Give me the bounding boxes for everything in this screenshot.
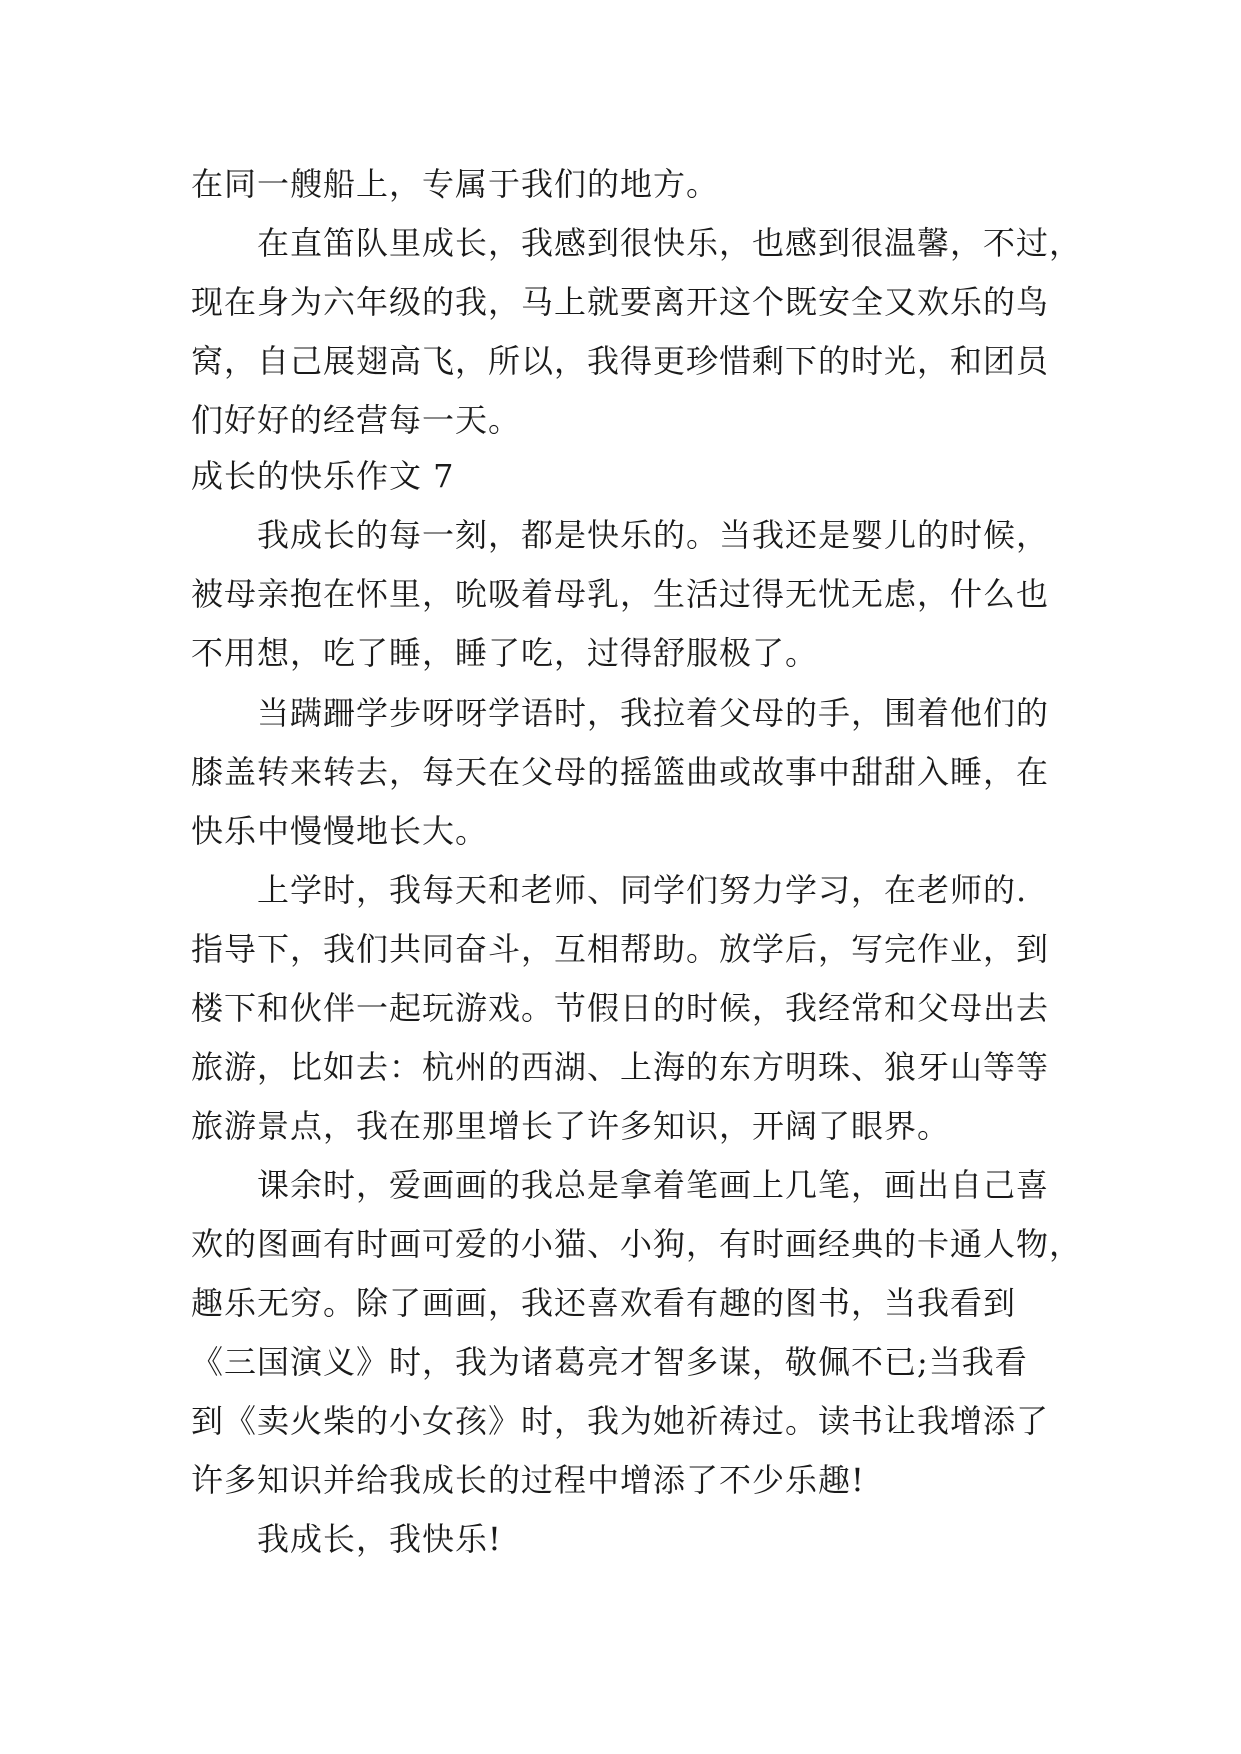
paragraph-line: 许多知识并给我成长的过程中增添了不少乐趣! (191, 1461, 865, 1499)
paragraph-line: 膝盖转来转去，每天在父母的摇篮曲或故事中甜甜入睡，在 (191, 753, 1050, 791)
paragraph-line: 我成长，我快乐! (257, 1520, 502, 1558)
paragraph-line: 上学时，我每天和老师、同学们努力学习，在老师的. (257, 871, 1028, 909)
paragraph-line: 《三国演义》时，我为诸葛亮才智多谋，敬佩不已;当我看 (191, 1343, 1028, 1381)
paragraph-line: 我成长的每一刻，都是快乐的。当我还是婴儿的时候， (257, 516, 1050, 554)
paragraph-line: 窝，自己展翅高飞，所以，我得更珍惜剩下的时光，和团员 (191, 342, 1050, 380)
paragraph-line: 旅游景点，我在那里增长了许多知识，开阔了眼界。 (191, 1107, 951, 1145)
paragraph-line: 不用想，吃了睡，睡了吃，过得舒服极了。 (191, 634, 819, 672)
paragraph-line: 们好好的经营每一天。 (191, 401, 522, 439)
paragraph-line: 当蹒跚学步呀呀学语时，我拉着父母的手，围着他们的 (257, 694, 1050, 732)
paragraph-line: 快乐中慢慢地长大。 (191, 812, 489, 850)
paragraph-line: 楼下和伙伴一起玩游戏。节假日的时候，我经常和父母出去 (191, 989, 1050, 1027)
paragraph-line: 旅游，比如去：杭州的西湖、上海的东方明珠、狼牙山等等 (191, 1048, 1050, 1086)
paragraph-line: 指导下，我们共同奋斗，互相帮助。放学后，写完作业，到 (191, 930, 1050, 968)
paragraph-line: 被母亲抱在怀里，吮吸着母乳，生活过得无忧无虑，什么也 (191, 575, 1050, 613)
paragraph-line: 趣乐无穷。除了画画，我还喜欢看有趣的图书，当我看到 (191, 1284, 1017, 1322)
paragraph-line: 到《卖火柴的小女孩》时，我为她祈祷过。读书让我增添了 (191, 1402, 1050, 1440)
paragraph-line: 现在身为六年级的我，马上就要离开这个既安全又欢乐的鸟 (191, 283, 1050, 321)
section-heading: 成长的快乐作文 7 (191, 457, 455, 495)
paragraph-line: 在同一艘船上，专属于我们的地方。 (191, 165, 720, 203)
paragraph-line: 在直笛队里成长，我感到很快乐，也感到很温馨，不过， (257, 224, 1083, 262)
paragraph-line: 欢的图画有时画可爱的小猫、小狗，有时画经典的卡通人物， (191, 1225, 1083, 1263)
paragraph-line: 课余时，爱画画的我总是拿着笔画上几笔，画出自己喜 (257, 1166, 1050, 1204)
